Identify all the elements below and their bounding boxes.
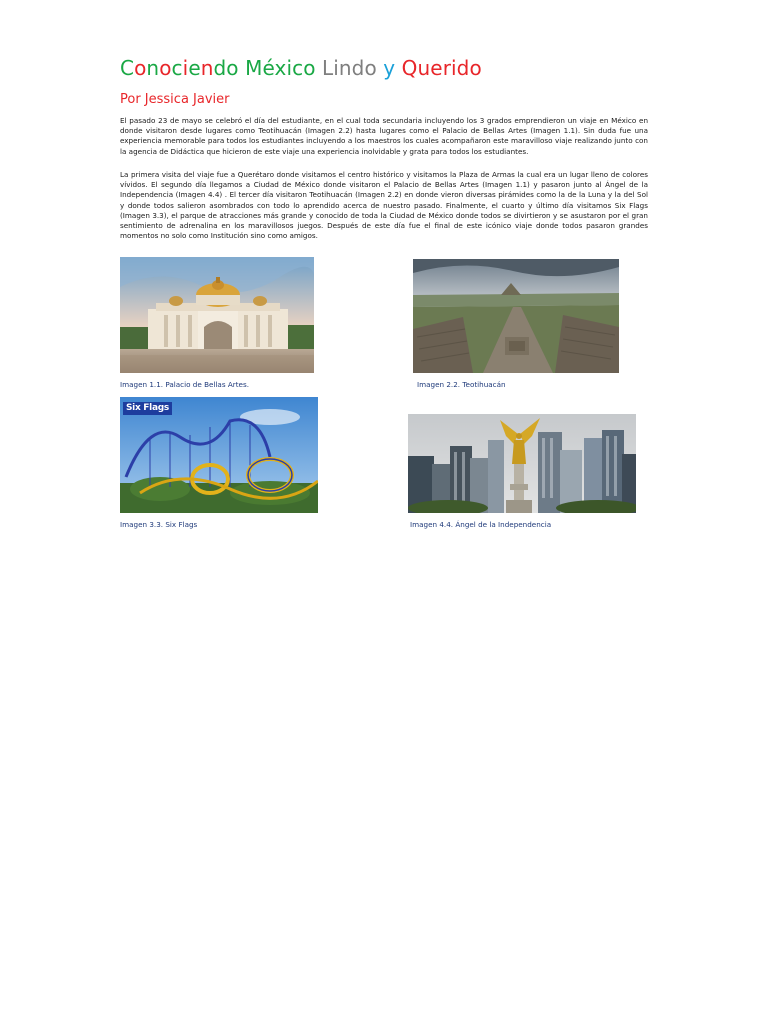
title-segment: y [383, 56, 402, 80]
title-segment: o [159, 56, 172, 80]
six-flags-logo: Six Flags [123, 402, 172, 415]
six-flags-photo [120, 397, 318, 513]
angel-independencia-photo [408, 414, 636, 513]
title-segment: Lindo [322, 56, 384, 80]
title-segment: o [134, 56, 147, 80]
bellas-artes-photo [120, 257, 314, 373]
title-segment: e [188, 56, 201, 80]
title-segment: i [182, 56, 189, 80]
title-segment: n [146, 56, 160, 80]
teotihuacan-photo [413, 259, 619, 373]
title-segment: Querido [401, 56, 482, 80]
caption-angel: Imagen 4.4. Ángel de la Independencia [410, 520, 552, 529]
title-segment: C [120, 56, 135, 80]
title-segment: n [200, 56, 214, 80]
paragraph-1: El pasado 23 de mayo se celebró el día del estudiante, en el cual toda secundaria incluyendo los 3 grados emprendieron un viaje en México en donde visitaron desde lugares como Teotihuacán (Imagen 2.2) hasta lugares como el Palacio de Bellas Artes (Imagen 1.1). Sin duda fue una experiencia memorable para todos los estudiantes incluyendo a los maestros los cuales acompañaron este maravilloso viaje realizando junto con la agencia de Didáctica que hicieron de este viaje una experiencia inolvidable y grata para todos los estudiantes. [120, 116, 648, 156]
paragraph-2: La primera visita del viaje fue a Querétaro donde visitamos el centro histórico y visitamos la Plaza de Armas la cual era un lugar lleno de colores vívidos. El segundo día llegamos a Ciudad de México donde visitaron el Palacio de Bellas Artes (Imagen 1.1) y pasaron junto al Ángel de la Independencia (Imagen 4.4) . El tercer día visitaron Teotihuacán (Imagen 2.2) en donde vieron diversas pirámides como la de la Luna y la del Sol y donde todos salieron asombrados con todo lo aprendido acerca de nuestro pasado. Finalmente, el cuarto y último día visitamos Six Flags (Imagen 3.3), el parque de atracciones más grande y conocido de toda la Ciudad de México donde todos se divirtieron y se asustaron por el gran sentimiento de adrenalina en los maravillosos juegos. Después de este día fue el final de este icónico viaje donde todos pasaron grandes momentos no solo como Institución sino como amigos. [120, 170, 648, 241]
title-segment: do México [213, 56, 322, 80]
caption-bellas-artes: Imagen 1.1. Palacio de Bellas Artes. [120, 380, 249, 389]
title-segment: c [171, 56, 183, 80]
caption-teotihuacan: Imagen 2.2. Teotihuacán [417, 380, 506, 389]
article-title [120, 56, 482, 80]
article-byline: Por Jessica Javier [120, 92, 230, 107]
caption-six-flags: Imagen 3.3. Six Flags [120, 520, 198, 529]
